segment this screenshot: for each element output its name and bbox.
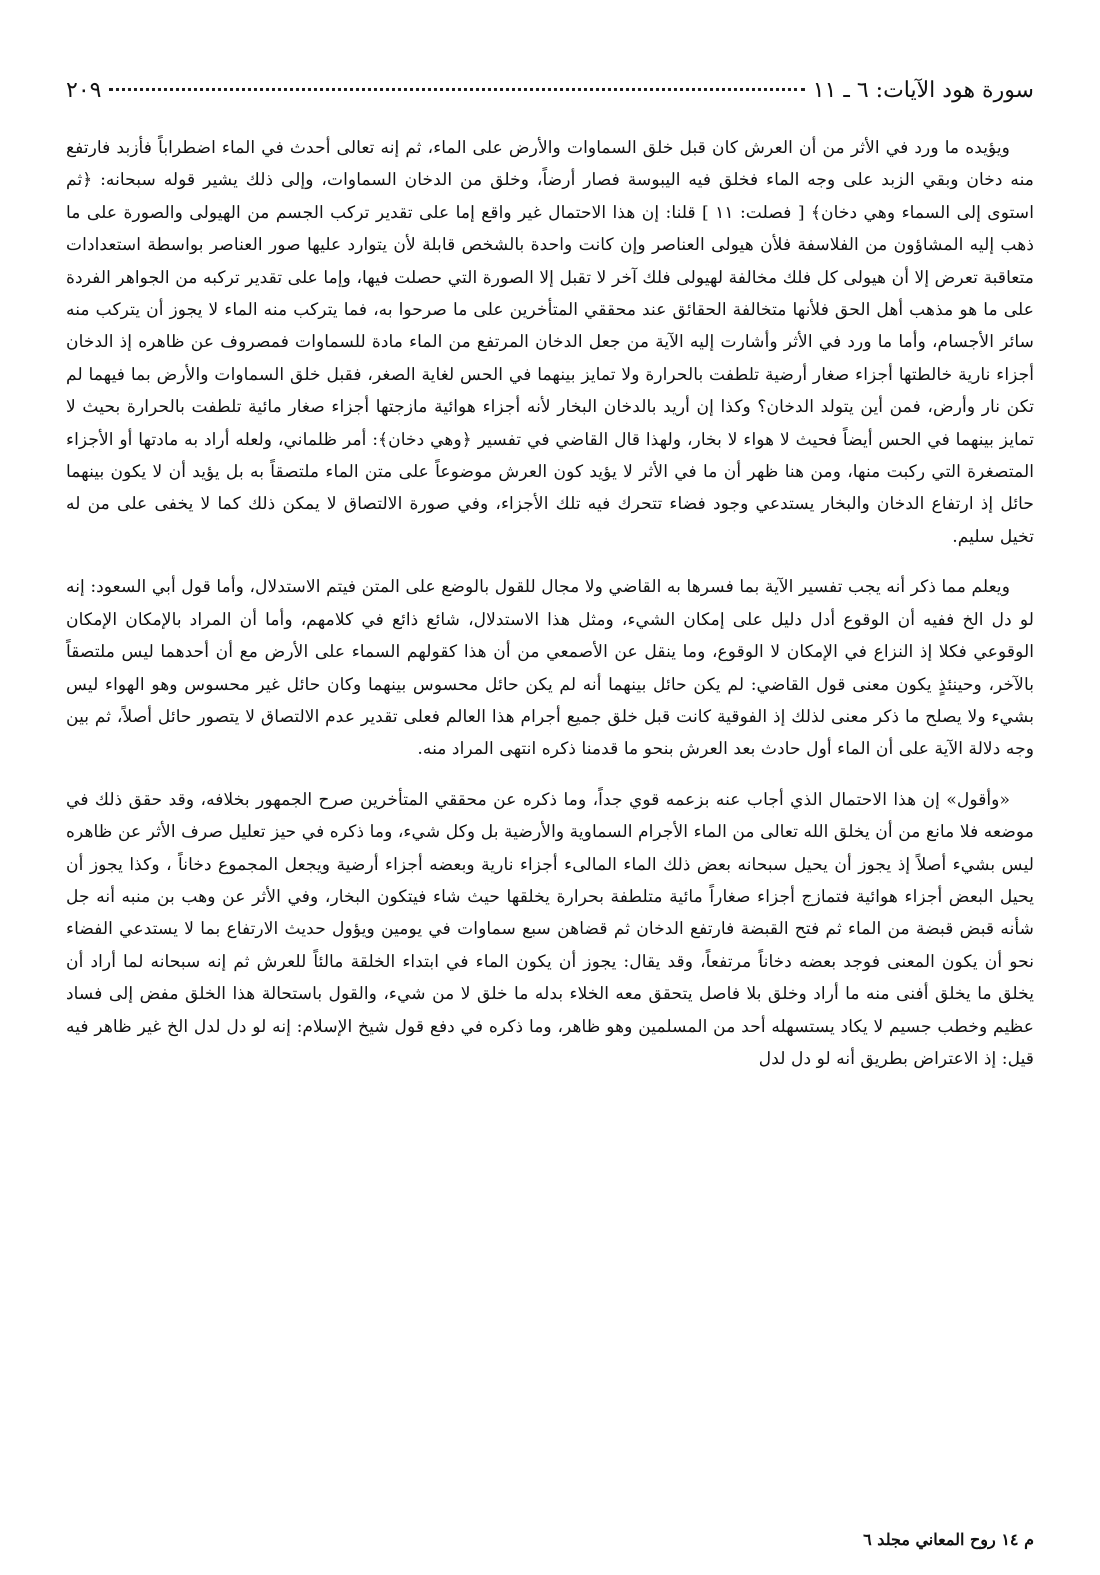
running-title: سورة هود الآيات: ٦ ـ ١١: [812, 78, 1034, 103]
signature-mark: م ١٤ روح المعاني مجلد ٦: [863, 1530, 1034, 1549]
paragraph: ويؤيده ما ورد في الأثر من أن العرش كان قبل خلق السماوات والأرض على الماء، ثم إنه تعالى أحدث في الماء اضطراباً فأزبد فارتفع منه دخان وبقي الزبد على وجه الماء فخلق فيه اليبوسة فصار أرضاً، وخلق من الدخان السماوات، وإلى ذلك يشير قوله سبحانه: ﴿ثم استوى إلى السماء وهي دخان﴾ [ فصلت: ١١ ] قلنا: إن هذا الاحتمال غير واقع إما على تقدير تركب الجسم من الهيولى والصورة على ما ذهب إليه المشاؤون من الفلاسفة فلأن هيولى العناصر وإن كانت واحدة بالشخص قابلة لأن يتوارد عليها صور العناصر بواسطة استعدادات متعاقبة تعرض إلا أن هيولى كل فلك مخالفة لهيولى فلك آخر لا تقبل إلا الصورة التي حصلت فيها، وإما على تقدير تركبه من الجواهر الفردة على ما هو مذهب أهل الحق فلأنها متخالفة الحقائق عند محققي المتأخرين على ما صرحوا به، فما يتركب منه الماء لا يجوز أن يتركب منه سائر الأجسام، وأما ما ورد في الأثر وأشارت إليه الآية من جعل الدخان المرتفع من الماء مادة للسماوات فمصروف عن ظاهره إذ الدخان أجزاء نارية خالطتها أجزاء صغار أرضية تلطفت بالحرارة ولا تمايز بينهما في الحس لغاية الصغر، فقبل خلق السماوات والأرض بما فيهما لم تكن نار وأرض، فمن أين يتولد الدخان؟ وكذا إن أريد بالدخان البخار لأنه أجزاء هوائية مازجتها أجزاء صغار مائية تلطفت بالحرارة بحيث لا تمايز بينهما في الحس أيضاً فحيث لا هواء لا بخار، ولهذا قال القاضي في تفسير ﴿وهي دخان﴾: أمر ظلماني، ولعله أراد به مادتها أو الأجزاء المتصغرة التي ركبت منها، ومن هنا ظهر أن ما في الأثر لا يؤيد كون العرش موضوعاً على متن الماء ملتصقاً به بل يؤيد أن لا يكون بينهما حائل إذ ارتفاع الدخان والبخار يستدعي وجود فضاء تتحرك فيه تلك الأجزاء، وفي صورة الالتصاق لا يمكن ذلك كما لا يخفى على من له تخيل سليم.: [66, 138, 1034, 547]
page-body: [66, 132, 1034, 1075]
dotted-leader: [109, 88, 804, 91]
paragraph: ويعلم مما ذكر أنه يجب تفسير الآية بما فسرها به القاضي ولا مجال للقول بالوضع على المتن فيتم الاستدلال، وأما قول أبي السعود: إنه لو دل الخ ففيه أن الوقوع أدل دليل على إمكان الشيء، ومثل هذا الاستدلال، شائع ذائع في كلامهم، وأما أن المراد بالإمكان الإمكان الوقوعي فكلا إذ النزاع في الإمكان لا الوقوع، وما ينقل عن الأصمعي من أن هذا كقولهم السماء على الأرض مع أن أحدهما ليس ملتصقاً بالآخر، وحينئذٍ يكون معنى قول القاضي: لم يكن حائل بينهما أنه لم يكن حائل محسوس بينهما وكان حائل غير محسوس وهو الهواء ليس بشيء ولا يصلح ما ذكر معنى لذلك إذ الفوقية كانت قبل خلق جميع أجرام هذا العالم فعلى تقدير عدم الالتصاق لا يتصور حائل أصلاً، ثم بين وجه دلالة الآية على أن الماء أول حادث بعد العرش بنحو ما قدمنا ذكره انتهى المراد منه.: [66, 577, 1034, 760]
page-number: ٢٠٩: [66, 78, 102, 103]
page-header: [66, 78, 1034, 118]
paragraph: «وأقول» إن هذا الاحتمال الذي أجاب عنه بزعمه قوي جداً، وما ذكره عن محققي المتأخرين صرح الجمهور بخلافه، وقد حقق ذلك في موضعه فلا مانع من أن يخلق الله تعالى من الماء الأجرام السماوية والأرضية بل وكل شيء، وما ذكره في حيز تعليل صرف الأثر عن ظاهره ليس بشيء أصلاً إذ يجوز أن يحيل سبحانه بعض ذلك الماء المالىء أجزاء نارية وبعضه أجزاء أرضية ويجعل المجموع دخاناً ، وكذا يجوز أن يحيل البعض أجزاء هوائية فتمازج أجزاء صغاراً مائية متلطفة بحرارة يخلقها حيث شاء فيتكون البخار، وفي الأثر عن وهب بن منبه أنه جل شأنه قبض قبضة من الماء ثم فتح القبضة فارتفع الدخان ثم قضاهن سبع سماوات في يومين ويؤول حديث الارتفاع بما لا يستدعي الفضاء نحو أن يكون المعنى فوجد بعضه دخاناً مرتفعاً، وقد يقال: يجوز أن يكون الماء في ابتداء الخلقة مالئاً للعرش ثم إنه سبحانه لما أراد أن يخلق ما يخلق أفنى منه ما أراد وخلق بلا فاصل يتحقق معه الخلاء بدله ما خلق لا من شيء، والقول باستحالة هذا الخلق مفض إلى فساد عظيم وخطب جسيم لا يكاد يستسهله أحد من المسلمين وهو ظاهر، وما ذكره في دفع قول شيخ الإسلام: إنه لو دل لدل الخ غير ظاهر فيه قيل: إذ الاعتراض بطريق أنه لو دل لدل: [66, 789, 1034, 1069]
